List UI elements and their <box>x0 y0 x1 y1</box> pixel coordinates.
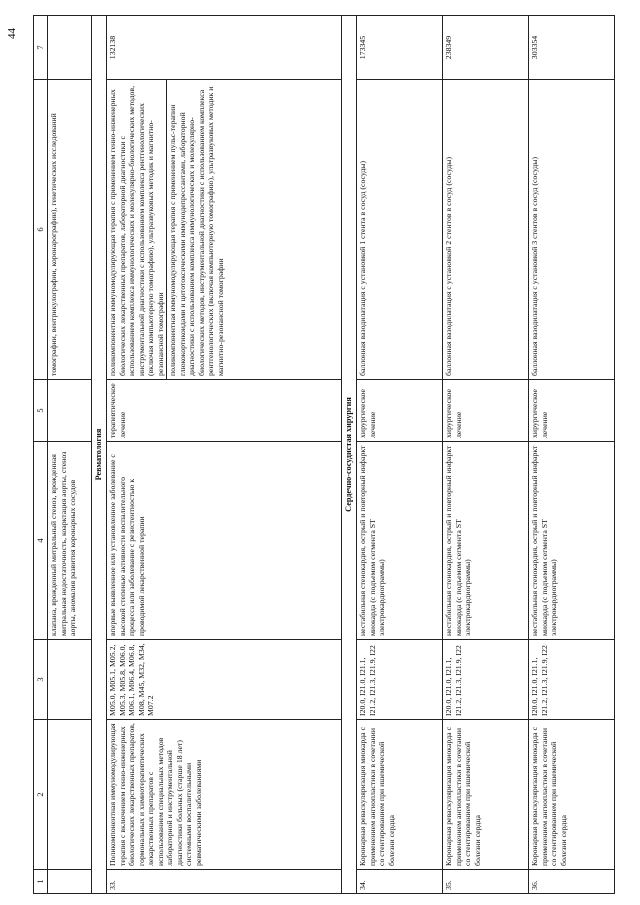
care-type-cell: Коронарная реваскуляризация миокарда с применением ангиопластики в сочетании со стентированием при ишемической болезни сердца <box>357 720 443 870</box>
row-number: 33. <box>107 870 342 894</box>
method-cell: баллонная вазодилатация с установкой 1 стента в сосуд (сосуды) <box>357 80 443 380</box>
icd-codes-cell: I20.0, I21.0, I21.1, I21.2, I21.3, I21.9, I22 <box>357 640 443 720</box>
care-type-cell: Поликомпонентная иммуномодулирующая терапия с включением генно-инженерных биологических лекарственных препаратов, гормональных и химиотерапевтических лекарственных препаратов с использованием специальных методов лабораторной и инструментальной диагностики больных (старше 18 лет) системными воспалительными ревматическими заболеваниями <box>107 720 342 870</box>
method-cell: томографии, вентрикулографии, коронарографии), генетических исследований <box>48 80 92 380</box>
disease-model-cell: клапана, врожденный митральный стеноз, врожденная митральная недостаточность, коарктация аорты, стеноз аорты, аномалия развития коронарных сосудов <box>48 442 92 640</box>
row-number: 34. <box>357 870 443 894</box>
care-type-cell: Коронарная реваскуляризация миокарда с применением ангиопластики в сочетании со стентированием при ишемической болезни сердца <box>443 720 529 870</box>
disease-model-cell: нестабильная стенокардия, острый и повторный инфаркт миокарда (с подъемом сегмента ST электрокардиограммы) <box>357 442 443 640</box>
section-row <box>342 16 357 894</box>
section-row <box>92 16 107 894</box>
section-title: Сердечно-сосудистая хирургия <box>342 16 357 894</box>
icd-codes-cell: I20.0, I21.0, I21.1, I21.2, I21.3, I21.9, I22 <box>443 640 529 720</box>
page-number: 44 <box>6 28 18 39</box>
table-row <box>529 16 615 894</box>
column-header: 1 <box>34 870 48 894</box>
treatment-type-cell: хирургическое лечение <box>529 380 615 442</box>
treatment-type-cell: терапевтическое лечение <box>107 380 342 442</box>
column-header: 3 <box>34 640 48 720</box>
method-cell: баллонная вазодилатация с установкой 2 стентов в сосуд (сосуды) <box>443 80 529 380</box>
method-cell: баллонная вазодилатация с установкой 3 стентов в сосуд (сосуды) <box>529 80 615 380</box>
row-number: 35. <box>443 870 529 894</box>
medical-care-table <box>33 15 615 894</box>
icd-codes-cell: M05.0, M05.1, M05.2, M05.3, M05.8, M06.0, M06.1, M06.4, M06.8, M08, M45, M32, M34, M07.2 <box>107 640 342 720</box>
cost-cell: 132138 <box>107 16 342 80</box>
icd-codes-cell: I20.0, I21.0, I21.1, I21.2, I21.3, I21.9, I22 <box>529 640 615 720</box>
care-type-cell: Коронарная реваскуляризация миокарда с применением ангиопластики в сочетании со стентированием при ишемической болезни сердца <box>529 720 615 870</box>
column-header: 4 <box>34 442 48 640</box>
table-row <box>107 16 342 894</box>
column-header: 5 <box>34 380 48 442</box>
column-header: 6 <box>34 80 48 380</box>
disease-model-cell: нестабильная стенокардия, острый и повторный инфаркт миокарда (с подъемом сегмента ST электрокардиограммы) <box>529 442 615 640</box>
column-number-row <box>34 16 48 894</box>
treatment-type-cell: хирургическое лечение <box>357 380 443 442</box>
disease-model-cell: впервые выявленное или установленное заболевание с высокой степенью активности воспалительного процесса или заболевание с резистентностью к проводимой лекарственной терапии <box>107 442 342 640</box>
table-row <box>48 16 92 894</box>
method-item: поликомпонентная иммуномодулирующая терапия с применением пульс-терапии глюкокортикоидами и цитотоксическими иммунодепрессантами, лабораторной диагностики с использованием комплекса иммунологических и молекулярно-биологических методов, инструментальной диагностики с использованием комплекса рентгенологических (включая компьютерную томографию), ультразвуковых методик и магнитно-резонансной томографии <box>168 86 225 376</box>
row-number: 36. <box>529 870 615 894</box>
method-item: поликомпонентная иммуномодулирующая терапия с применением генно-инженерных биологических лекарственных препаратов, лабораторной диагностики с использованием комплекса иммунологических и молекулярно-биологических методов, инструментальной диагностики с использованием комплекса рентгенологических (включая компьютерную томографию), ультразвуковых методик и магнитно-резонансной томографии <box>107 80 167 379</box>
treatment-type-cell: хирургическое лечение <box>443 380 529 442</box>
cost-cell: 238349 <box>443 16 529 80</box>
column-header: 7 <box>34 16 48 80</box>
disease-model-cell: нестабильная стенокардия, острый и повторный инфаркт миокарда (с подъемом сегмента ST электрокардиограммы) <box>443 442 529 640</box>
section-title: Ревматология <box>92 16 107 894</box>
cost-cell: 303354 <box>529 16 615 80</box>
table-row <box>357 16 443 894</box>
column-header: 2 <box>34 720 48 870</box>
table-row <box>443 16 529 894</box>
cost-cell: 173345 <box>357 16 443 80</box>
method-cell <box>107 80 342 380</box>
